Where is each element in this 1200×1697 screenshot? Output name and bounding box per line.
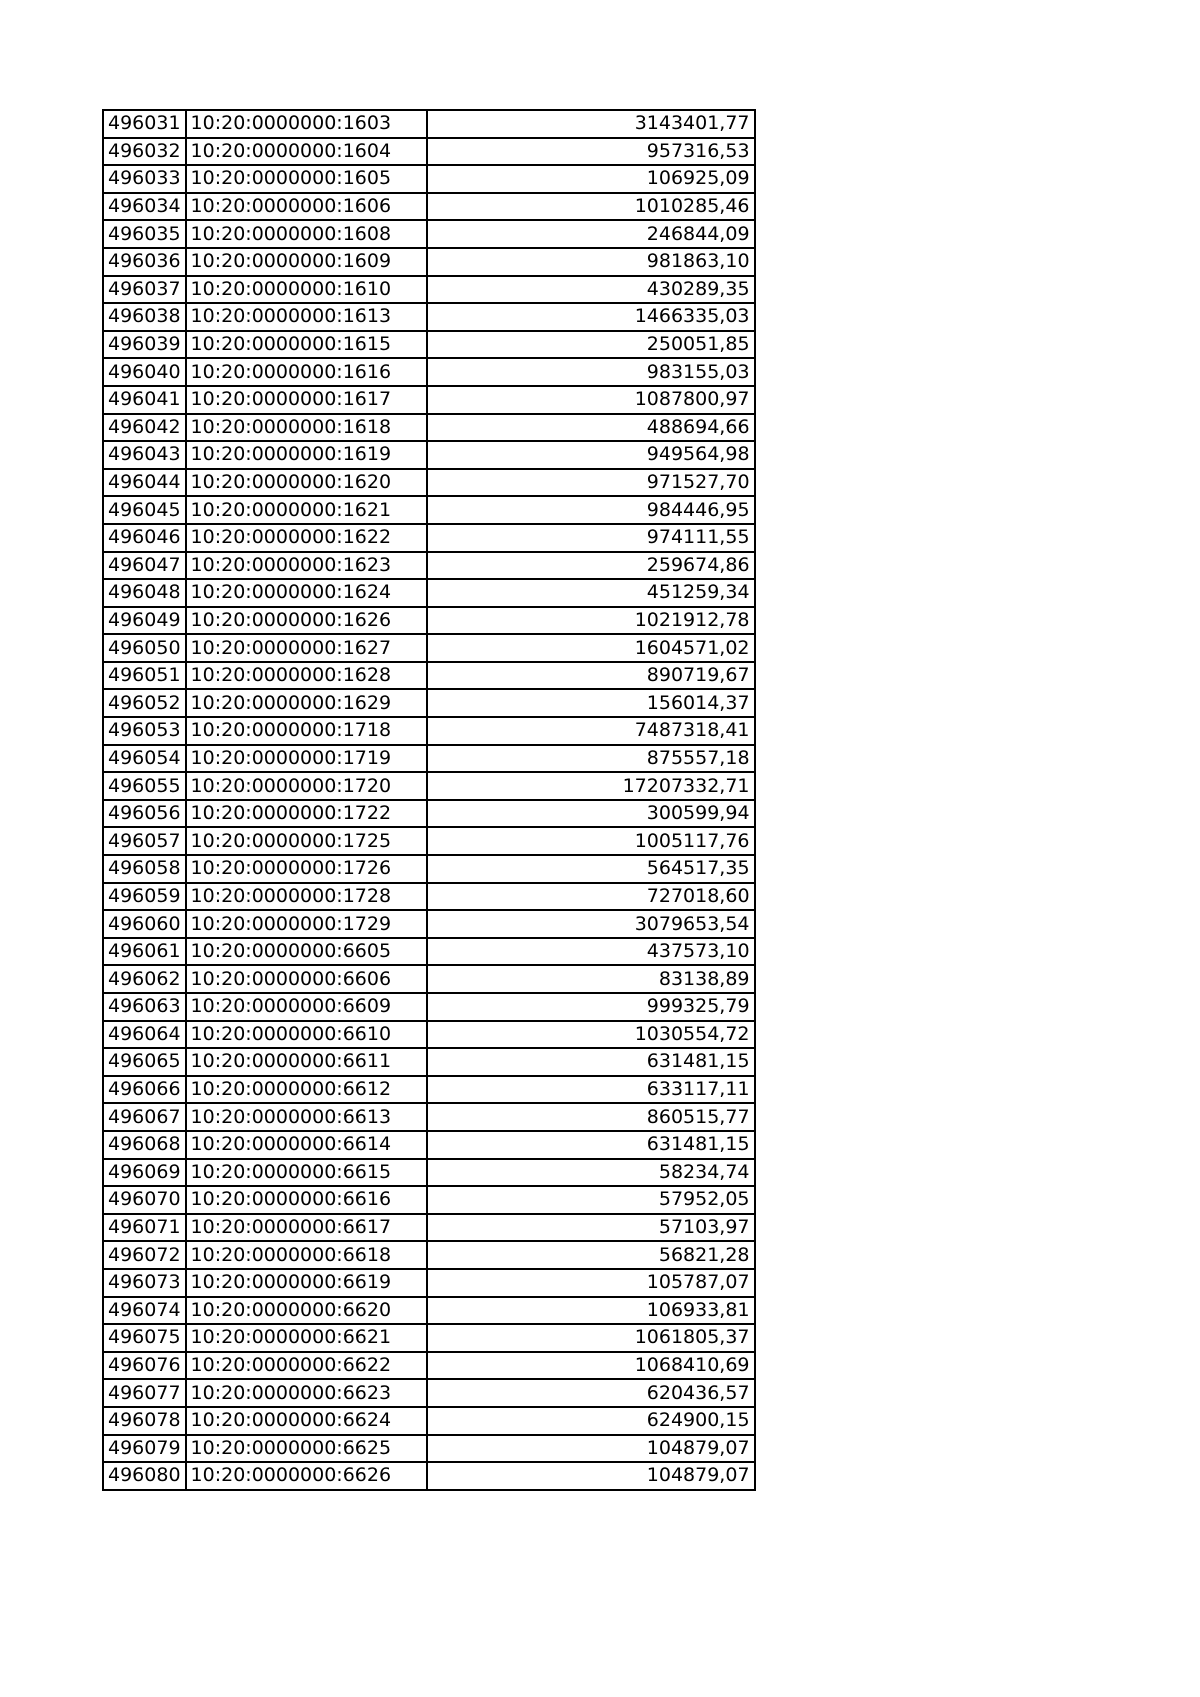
- table-row: [103, 469, 755, 497]
- value-cell: 430289,35: [427, 276, 755, 304]
- row-id-cell: 496053: [103, 717, 186, 745]
- table-row: [103, 883, 755, 911]
- data-table: [102, 109, 756, 1491]
- value-cell: 1061805,37: [427, 1324, 755, 1352]
- cadastral-number-cell: 10:20:0000000:6617: [186, 1214, 427, 1242]
- row-id-cell: 496062: [103, 965, 186, 993]
- cadastral-number-cell: 10:20:0000000:6623: [186, 1379, 427, 1407]
- table-row: [103, 552, 755, 580]
- row-id-cell: 496043: [103, 441, 186, 469]
- value-cell: 564517,35: [427, 855, 755, 883]
- table-row: [103, 827, 755, 855]
- row-id-cell: 496076: [103, 1352, 186, 1380]
- row-id-cell: 496055: [103, 772, 186, 800]
- value-cell: 3079653,54: [427, 910, 755, 938]
- cadastral-number-cell: 10:20:0000000:6619: [186, 1269, 427, 1297]
- cadastral-number-cell: 10:20:0000000:1605: [186, 165, 427, 193]
- table-row: [103, 1186, 755, 1214]
- cadastral-number-cell: 10:20:0000000:6626: [186, 1462, 427, 1490]
- row-id-cell: 496046: [103, 524, 186, 552]
- table-row: [103, 331, 755, 359]
- table-row: [103, 1131, 755, 1159]
- row-id-cell: 496056: [103, 800, 186, 828]
- table-row: [103, 138, 755, 166]
- value-cell: 631481,15: [427, 1131, 755, 1159]
- value-cell: 860515,77: [427, 1103, 755, 1131]
- table-row: [103, 193, 755, 221]
- table-row: [103, 689, 755, 717]
- table-row: [103, 1103, 755, 1131]
- value-cell: 983155,03: [427, 358, 755, 386]
- cadastral-number-cell: 10:20:0000000:6605: [186, 938, 427, 966]
- row-id-cell: 496040: [103, 358, 186, 386]
- cadastral-number-cell: 10:20:0000000:1617: [186, 386, 427, 414]
- row-id-cell: 496057: [103, 827, 186, 855]
- table-row: [103, 1462, 755, 1490]
- row-id-cell: 496080: [103, 1462, 186, 1490]
- table-row: [103, 800, 755, 828]
- row-id-cell: 496037: [103, 276, 186, 304]
- row-id-cell: 496063: [103, 993, 186, 1021]
- table-row: [103, 1297, 755, 1325]
- table-row: [103, 607, 755, 635]
- value-cell: 631481,15: [427, 1048, 755, 1076]
- table-row: [103, 358, 755, 386]
- cadastral-number-cell: 10:20:0000000:1719: [186, 745, 427, 773]
- value-cell: 156014,37: [427, 689, 755, 717]
- value-cell: 58234,74: [427, 1159, 755, 1187]
- table-row: [103, 1324, 755, 1352]
- cadastral-number-cell: 10:20:0000000:1629: [186, 689, 427, 717]
- value-cell: 7487318,41: [427, 717, 755, 745]
- cadastral-number-cell: 10:20:0000000:6612: [186, 1076, 427, 1104]
- table-row: [103, 1159, 755, 1187]
- cadastral-number-cell: 10:20:0000000:1616: [186, 358, 427, 386]
- value-cell: 250051,85: [427, 331, 755, 359]
- value-cell: 300599,94: [427, 800, 755, 828]
- value-cell: 83138,89: [427, 965, 755, 993]
- table-body: [103, 110, 755, 1490]
- cadastral-number-cell: 10:20:0000000:1609: [186, 248, 427, 276]
- table-row: [103, 276, 755, 304]
- cadastral-number-cell: 10:20:0000000:1720: [186, 772, 427, 800]
- cadastral-number-cell: 10:20:0000000:6609: [186, 993, 427, 1021]
- row-id-cell: 496079: [103, 1435, 186, 1463]
- cadastral-number-cell: 10:20:0000000:1726: [186, 855, 427, 883]
- value-cell: 451259,34: [427, 579, 755, 607]
- table-row: [103, 938, 755, 966]
- cadastral-number-cell: 10:20:0000000:1606: [186, 193, 427, 221]
- row-id-cell: 496047: [103, 552, 186, 580]
- table-row: [103, 662, 755, 690]
- table-row: [103, 1214, 755, 1242]
- table-row: [103, 414, 755, 442]
- value-cell: 106933,81: [427, 1297, 755, 1325]
- value-cell: 17207332,71: [427, 772, 755, 800]
- value-cell: 437573,10: [427, 938, 755, 966]
- row-id-cell: 496059: [103, 883, 186, 911]
- row-id-cell: 496048: [103, 579, 186, 607]
- cadastral-number-cell: 10:20:0000000:1628: [186, 662, 427, 690]
- table-row: [103, 745, 755, 773]
- table-row: [103, 1435, 755, 1463]
- cadastral-number-cell: 10:20:0000000:6613: [186, 1103, 427, 1131]
- value-cell: 633117,11: [427, 1076, 755, 1104]
- value-cell: 1466335,03: [427, 303, 755, 331]
- value-cell: 624900,15: [427, 1407, 755, 1435]
- value-cell: 971527,70: [427, 469, 755, 497]
- value-cell: 106925,09: [427, 165, 755, 193]
- row-id-cell: 496049: [103, 607, 186, 635]
- row-id-cell: 496034: [103, 193, 186, 221]
- table-row: [103, 965, 755, 993]
- row-id-cell: 496051: [103, 662, 186, 690]
- row-id-cell: 496036: [103, 248, 186, 276]
- table-row: [103, 1076, 755, 1104]
- row-id-cell: 496052: [103, 689, 186, 717]
- table-row: [103, 1379, 755, 1407]
- table-row: [103, 993, 755, 1021]
- cadastral-number-cell: 10:20:0000000:1626: [186, 607, 427, 635]
- cadastral-number-cell: 10:20:0000000:6611: [186, 1048, 427, 1076]
- row-id-cell: 496033: [103, 165, 186, 193]
- row-id-cell: 496068: [103, 1131, 186, 1159]
- value-cell: 104879,07: [427, 1462, 755, 1490]
- value-cell: 890719,67: [427, 662, 755, 690]
- value-cell: 949564,98: [427, 441, 755, 469]
- value-cell: 984446,95: [427, 496, 755, 524]
- cadastral-number-cell: 10:20:0000000:1627: [186, 634, 427, 662]
- cadastral-number-cell: 10:20:0000000:6616: [186, 1186, 427, 1214]
- table-row: [103, 1407, 755, 1435]
- row-id-cell: 496069: [103, 1159, 186, 1187]
- table-row: [103, 386, 755, 414]
- value-cell: 1021912,78: [427, 607, 755, 635]
- cadastral-number-cell: 10:20:0000000:6622: [186, 1352, 427, 1380]
- table-row: [103, 772, 755, 800]
- row-id-cell: 496071: [103, 1214, 186, 1242]
- table-row: [103, 496, 755, 524]
- row-id-cell: 496041: [103, 386, 186, 414]
- table-row: [103, 1352, 755, 1380]
- row-id-cell: 496060: [103, 910, 186, 938]
- row-id-cell: 496038: [103, 303, 186, 331]
- value-cell: 727018,60: [427, 883, 755, 911]
- cadastral-number-cell: 10:20:0000000:6614: [186, 1131, 427, 1159]
- value-cell: 488694,66: [427, 414, 755, 442]
- table-row: [103, 524, 755, 552]
- cadastral-number-cell: 10:20:0000000:1718: [186, 717, 427, 745]
- row-id-cell: 496054: [103, 745, 186, 773]
- cadastral-number-cell: 10:20:0000000:6615: [186, 1159, 427, 1187]
- cadastral-number-cell: 10:20:0000000:1618: [186, 414, 427, 442]
- table-row: [103, 1269, 755, 1297]
- value-cell: 999325,79: [427, 993, 755, 1021]
- row-id-cell: 496050: [103, 634, 186, 662]
- cadastral-number-cell: 10:20:0000000:1722: [186, 800, 427, 828]
- value-cell: 1030554,72: [427, 1021, 755, 1049]
- cadastral-number-cell: 10:20:0000000:6624: [186, 1407, 427, 1435]
- table-row: [103, 910, 755, 938]
- row-id-cell: 496066: [103, 1076, 186, 1104]
- value-cell: 57952,05: [427, 1186, 755, 1214]
- value-cell: 1604571,02: [427, 634, 755, 662]
- value-cell: 1087800,97: [427, 386, 755, 414]
- row-id-cell: 496073: [103, 1269, 186, 1297]
- table-row: [103, 165, 755, 193]
- row-id-cell: 496074: [103, 1297, 186, 1325]
- cadastral-number-cell: 10:20:0000000:1603: [186, 110, 427, 138]
- value-cell: 1068410,69: [427, 1352, 755, 1380]
- value-cell: 246844,09: [427, 220, 755, 248]
- value-cell: 259674,86: [427, 552, 755, 580]
- table-row: [103, 248, 755, 276]
- cadastral-number-cell: 10:20:0000000:1624: [186, 579, 427, 607]
- cadastral-number-cell: 10:20:0000000:1608: [186, 220, 427, 248]
- cadastral-number-cell: 10:20:0000000:6621: [186, 1324, 427, 1352]
- cadastral-number-cell: 10:20:0000000:6610: [186, 1021, 427, 1049]
- cadastral-number-cell: 10:20:0000000:1622: [186, 524, 427, 552]
- value-cell: 875557,18: [427, 745, 755, 773]
- value-cell: 57103,97: [427, 1214, 755, 1242]
- cadastral-number-cell: 10:20:0000000:1610: [186, 276, 427, 304]
- cadastral-number-cell: 10:20:0000000:6618: [186, 1241, 427, 1269]
- row-id-cell: 496072: [103, 1241, 186, 1269]
- row-id-cell: 496078: [103, 1407, 186, 1435]
- table-row: [103, 1241, 755, 1269]
- row-id-cell: 496070: [103, 1186, 186, 1214]
- cadastral-number-cell: 10:20:0000000:6625: [186, 1435, 427, 1463]
- table-row: [103, 1021, 755, 1049]
- table-row: [103, 1048, 755, 1076]
- value-cell: 620436,57: [427, 1379, 755, 1407]
- row-id-cell: 496044: [103, 469, 186, 497]
- value-cell: 981863,10: [427, 248, 755, 276]
- table-row: [103, 717, 755, 745]
- table-row: [103, 579, 755, 607]
- value-cell: 974111,55: [427, 524, 755, 552]
- cadastral-number-cell: 10:20:0000000:6620: [186, 1297, 427, 1325]
- cadastral-number-cell: 10:20:0000000:1620: [186, 469, 427, 497]
- row-id-cell: 496058: [103, 855, 186, 883]
- table-row: [103, 303, 755, 331]
- value-cell: 56821,28: [427, 1241, 755, 1269]
- row-id-cell: 496065: [103, 1048, 186, 1076]
- cadastral-number-cell: 10:20:0000000:1729: [186, 910, 427, 938]
- table-row: [103, 110, 755, 138]
- value-cell: 1010285,46: [427, 193, 755, 221]
- row-id-cell: 496067: [103, 1103, 186, 1131]
- row-id-cell: 496039: [103, 331, 186, 359]
- row-id-cell: 496061: [103, 938, 186, 966]
- table-row: [103, 855, 755, 883]
- row-id-cell: 496077: [103, 1379, 186, 1407]
- value-cell: 1005117,76: [427, 827, 755, 855]
- cadastral-number-cell: 10:20:0000000:1615: [186, 331, 427, 359]
- cadastral-number-cell: 10:20:0000000:1623: [186, 552, 427, 580]
- value-cell: 105787,07: [427, 1269, 755, 1297]
- row-id-cell: 496031: [103, 110, 186, 138]
- cadastral-number-cell: 10:20:0000000:1619: [186, 441, 427, 469]
- row-id-cell: 496045: [103, 496, 186, 524]
- value-cell: 3143401,77: [427, 110, 755, 138]
- table-row: [103, 441, 755, 469]
- row-id-cell: 496035: [103, 220, 186, 248]
- cadastral-number-cell: 10:20:0000000:6606: [186, 965, 427, 993]
- row-id-cell: 496064: [103, 1021, 186, 1049]
- value-cell: 957316,53: [427, 138, 755, 166]
- row-id-cell: 496075: [103, 1324, 186, 1352]
- table-row: [103, 220, 755, 248]
- row-id-cell: 496032: [103, 138, 186, 166]
- cadastral-number-cell: 10:20:0000000:1604: [186, 138, 427, 166]
- cadastral-number-cell: 10:20:0000000:1728: [186, 883, 427, 911]
- row-id-cell: 496042: [103, 414, 186, 442]
- cadastral-number-cell: 10:20:0000000:1613: [186, 303, 427, 331]
- table-row: [103, 634, 755, 662]
- cadastral-number-cell: 10:20:0000000:1621: [186, 496, 427, 524]
- cadastral-number-cell: 10:20:0000000:1725: [186, 827, 427, 855]
- value-cell: 104879,07: [427, 1435, 755, 1463]
